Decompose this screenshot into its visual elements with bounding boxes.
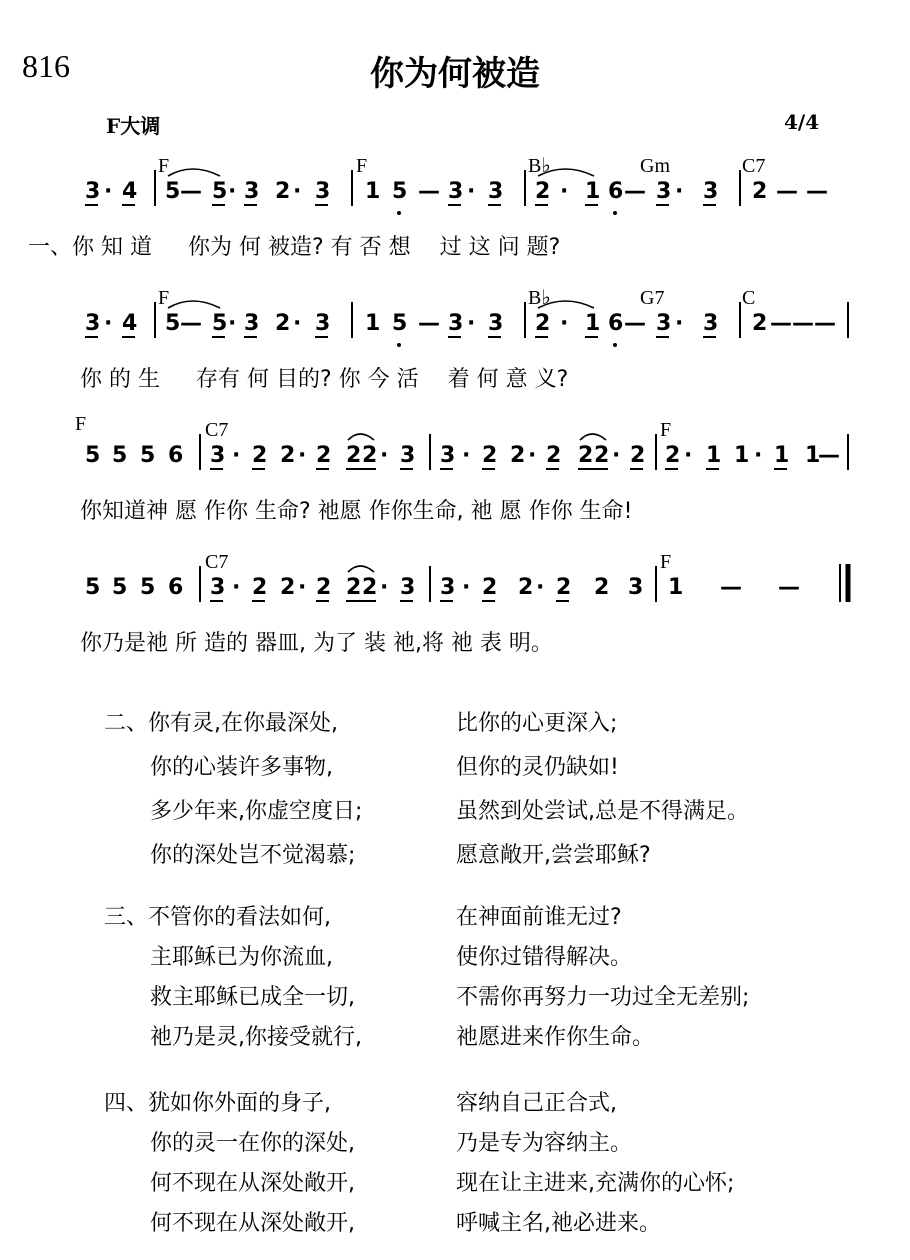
svg-text:·: · <box>228 311 237 336</box>
svg-text:2: 2 <box>362 443 378 468</box>
verse-line: 多少年来,你虚空度日; <box>150 799 363 824</box>
svg-text:3: 3 <box>244 311 260 336</box>
final-barline <box>840 564 848 602</box>
svg-text:3: 3 <box>656 311 672 336</box>
svg-text:2: 2 <box>752 179 768 204</box>
svg-text:—: — <box>720 575 742 600</box>
verse-line: 你的心装许多事物, <box>150 755 333 780</box>
verse-line: 比你的心更深入; <box>456 711 618 736</box>
svg-text:5: 5 <box>165 311 181 336</box>
svg-text:3: 3 <box>400 443 416 468</box>
chord-symbol: Gm <box>640 155 670 177</box>
chord-symbol: F <box>660 419 672 441</box>
verse-line: 祂愿进来作你生命。 <box>456 1025 655 1050</box>
svg-text:5: 5 <box>212 311 228 336</box>
svg-text:3: 3 <box>85 311 101 336</box>
verse-line: 你的灵一在你的深处, <box>150 1131 355 1156</box>
svg-text:1: 1 <box>706 443 722 468</box>
svg-text:3: 3 <box>440 575 456 600</box>
svg-text:2: 2 <box>546 443 562 468</box>
svg-text:3: 3 <box>628 575 644 600</box>
verse-line: 但你的灵仍缺如! <box>456 755 619 780</box>
svg-text:·: · <box>228 179 237 204</box>
svg-text:3: 3 <box>315 311 331 336</box>
key-signature: F大调 <box>106 114 161 138</box>
svg-text:—: — <box>818 443 840 468</box>
svg-text:6: 6 <box>168 443 184 468</box>
verse-line: 救主耶稣已成全一切, <box>150 985 355 1010</box>
verse-line: 虽然到处尝试,总是不得满足。 <box>456 799 749 824</box>
svg-text:6: 6 <box>168 575 184 600</box>
hymn-number: 816 <box>22 48 70 84</box>
lyric-line: 一、你 知 道 你为 何 被造? 有 否 想 过 这 问 题? <box>28 235 561 260</box>
svg-text:6: 6 <box>608 311 624 336</box>
staff-row-1 <box>0 150 910 270</box>
chord-symbol: F <box>356 155 368 177</box>
svg-text:·: · <box>104 179 113 204</box>
svg-text:3: 3 <box>85 179 101 204</box>
svg-text:3: 3 <box>210 575 226 600</box>
octave-dots <box>397 211 617 215</box>
svg-text:1: 1 <box>734 443 750 468</box>
svg-text:·: · <box>462 443 471 468</box>
svg-text:2: 2 <box>316 575 332 600</box>
svg-text:1: 1 <box>585 311 601 336</box>
svg-text:·: · <box>675 179 684 204</box>
chord-symbols <box>205 551 671 573</box>
svg-text:2: 2 <box>346 443 362 468</box>
svg-text:2: 2 <box>482 443 498 468</box>
svg-text:2: 2 <box>280 443 296 468</box>
svg-text:2: 2 <box>346 575 362 600</box>
svg-text:3: 3 <box>440 443 456 468</box>
svg-text:2: 2 <box>252 443 268 468</box>
svg-text:·: · <box>560 311 569 336</box>
svg-text:5: 5 <box>112 575 128 600</box>
notation-row-1 <box>0 150 910 270</box>
verse-line: 祂乃是灵,你接受就行, <box>150 1025 362 1050</box>
verse-line: 二、你有灵,在你最深处, <box>104 711 338 736</box>
chord-symbol: C7 <box>205 419 229 441</box>
svg-text:·: · <box>380 443 389 468</box>
svg-text:·: · <box>754 443 763 468</box>
hymn-title: 你为何被造 <box>370 54 540 94</box>
svg-text:2: 2 <box>594 443 610 468</box>
svg-text:—: — <box>792 311 814 336</box>
verse-line: 在神面前谁无过? <box>456 905 622 930</box>
svg-text:1: 1 <box>365 311 381 336</box>
svg-text:2: 2 <box>518 575 534 600</box>
svg-text:·: · <box>612 443 621 468</box>
chord-symbol: C <box>742 287 756 309</box>
svg-text:·: · <box>380 575 389 600</box>
svg-text:·: · <box>467 179 476 204</box>
svg-text:·: · <box>684 443 693 468</box>
verse-line: 三、不管你的看法如何, <box>104 905 331 930</box>
verse-line: 愿意敞开,尝尝耶稣? <box>456 843 651 868</box>
svg-text:1: 1 <box>365 179 381 204</box>
lyric-line: 你 的 生 存有 何 目的? 你 今 活 着 何 意 义? <box>80 367 569 392</box>
chord-symbol: F <box>158 155 170 177</box>
svg-text:2: 2 <box>578 443 594 468</box>
chord-symbol: F <box>158 287 170 309</box>
svg-text:5: 5 <box>140 443 156 468</box>
svg-text:3: 3 <box>244 179 260 204</box>
svg-text:5: 5 <box>112 443 128 468</box>
svg-text:3: 3 <box>488 179 504 204</box>
svg-text:3: 3 <box>448 311 464 336</box>
svg-text:1: 1 <box>585 179 601 204</box>
chord-symbol: B♭ <box>528 155 551 177</box>
chord-symbol: G7 <box>640 287 665 309</box>
staff-row-4 <box>0 546 910 666</box>
svg-text:1: 1 <box>774 443 790 468</box>
staff-row-2 <box>0 282 910 402</box>
svg-text:·: · <box>675 311 684 336</box>
svg-text:—: — <box>180 311 202 336</box>
svg-text:2: 2 <box>630 443 646 468</box>
slurs <box>348 434 606 440</box>
verse-line: 容纳自己正合式, <box>456 1091 617 1116</box>
verse-line: 四、犹如你外面的身子, <box>104 1091 331 1116</box>
svg-text:·: · <box>528 443 537 468</box>
svg-text:3: 3 <box>400 575 416 600</box>
barlines <box>200 566 656 602</box>
time-signature: 4/4 <box>784 110 820 134</box>
chord-symbols <box>158 155 765 177</box>
svg-text:2: 2 <box>535 311 551 336</box>
svg-text:1: 1 <box>805 443 821 468</box>
svg-text:2: 2 <box>482 575 498 600</box>
svg-text:—: — <box>418 179 440 204</box>
svg-text:—: — <box>806 179 828 204</box>
svg-text:·: · <box>293 311 302 336</box>
svg-text:—: — <box>624 179 646 204</box>
svg-text:5: 5 <box>140 575 156 600</box>
svg-text:2: 2 <box>665 443 681 468</box>
chord-symbol: B♭ <box>528 287 551 309</box>
svg-text:2: 2 <box>752 311 768 336</box>
svg-text:2: 2 <box>275 311 291 336</box>
svg-text:5: 5 <box>85 575 101 600</box>
svg-text:—: — <box>624 311 646 336</box>
verse-line: 现在让主进来,充满你的心怀; <box>456 1171 735 1196</box>
svg-text:·: · <box>104 311 113 336</box>
svg-text:3: 3 <box>488 311 504 336</box>
svg-text:·: · <box>298 443 307 468</box>
jianpu-notes <box>85 575 800 600</box>
svg-text:2: 2 <box>316 443 332 468</box>
verse-line: 何不现在从深处敞开, <box>150 1211 355 1236</box>
svg-text:6: 6 <box>608 179 624 204</box>
svg-text:—: — <box>814 311 836 336</box>
chord-symbols <box>158 287 755 309</box>
svg-text:5: 5 <box>165 179 181 204</box>
svg-text:—: — <box>180 179 202 204</box>
slurs <box>348 566 374 572</box>
svg-text:·: · <box>232 575 241 600</box>
svg-text:5: 5 <box>392 311 408 336</box>
octave-dots <box>397 343 617 347</box>
verse-line: 不需你再努力一功过全无差别; <box>456 985 750 1010</box>
svg-text:3: 3 <box>210 443 226 468</box>
jianpu-notes <box>85 311 836 336</box>
svg-text:—: — <box>776 179 798 204</box>
chord-symbol: F <box>75 414 87 435</box>
svg-text:—: — <box>770 311 792 336</box>
notation-row-4 <box>0 546 910 666</box>
chord-symbols <box>75 414 671 441</box>
jianpu-notes <box>85 443 840 468</box>
verse-line: 乃是专为容纳主。 <box>456 1131 633 1156</box>
svg-text:·: · <box>232 443 241 468</box>
svg-text:—: — <box>778 575 800 600</box>
svg-text:2: 2 <box>280 575 296 600</box>
svg-text:·: · <box>298 575 307 600</box>
svg-text:·: · <box>462 575 471 600</box>
svg-text:3: 3 <box>703 311 719 336</box>
notation-row-3 <box>0 414 910 534</box>
svg-text:4: 4 <box>122 179 138 204</box>
chord-symbol: C7 <box>742 155 766 177</box>
notation-row-2 <box>0 282 910 402</box>
svg-text:1: 1 <box>668 575 684 600</box>
verse-line: 何不现在从深处敞开, <box>150 1171 355 1196</box>
lyric-line: 你乃是祂 所 造的 器皿, 为了 装 祂,将 祂 表 明。 <box>80 631 553 656</box>
svg-text:2: 2 <box>556 575 572 600</box>
svg-text:·: · <box>293 179 302 204</box>
jianpu-notes <box>85 179 828 204</box>
svg-text:5: 5 <box>212 179 228 204</box>
svg-text:·: · <box>536 575 545 600</box>
svg-text:4: 4 <box>122 311 138 336</box>
chord-symbol: F <box>660 551 672 573</box>
svg-text:5: 5 <box>392 179 408 204</box>
svg-text:3: 3 <box>315 179 331 204</box>
svg-text:3: 3 <box>448 179 464 204</box>
verse-line: 主耶稣已为你流血, <box>150 945 333 970</box>
verse-line: 使你过错得解决。 <box>456 945 633 970</box>
svg-text:3: 3 <box>703 179 719 204</box>
svg-text:2: 2 <box>275 179 291 204</box>
svg-text:·: · <box>467 311 476 336</box>
lyric-line: 你知道神 愿 作你 生命? 祂愿 作你生命, 祂 愿 作你 生命! <box>80 499 633 524</box>
verse-line: 呼喊主名,祂必进来。 <box>456 1211 661 1236</box>
svg-text:2: 2 <box>362 575 378 600</box>
svg-text:2: 2 <box>594 575 610 600</box>
svg-text:5: 5 <box>85 443 101 468</box>
verse-line: 你的深处岂不觉渴慕; <box>150 843 356 868</box>
svg-text:—: — <box>418 311 440 336</box>
chord-symbol: C7 <box>205 551 229 573</box>
svg-text:2: 2 <box>252 575 268 600</box>
svg-text:2: 2 <box>510 443 526 468</box>
svg-text:3: 3 <box>656 179 672 204</box>
staff-row-3 <box>0 414 910 534</box>
svg-text:·: · <box>560 179 569 204</box>
svg-text:2: 2 <box>535 179 551 204</box>
